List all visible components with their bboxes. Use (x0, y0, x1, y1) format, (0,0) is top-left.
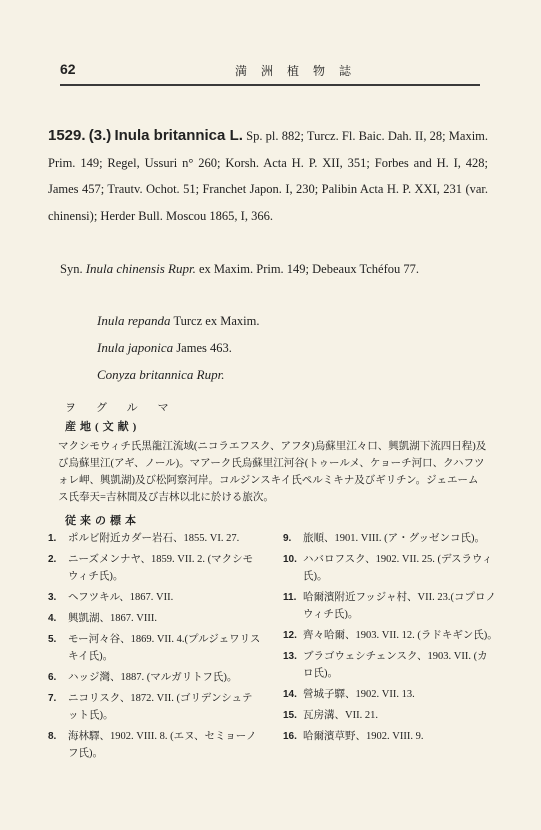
specimen-text: 營城子驛、1902. VII. 13. (303, 689, 415, 700)
specimen-number: 6. (48, 672, 57, 683)
specimen-text: モー河々谷、1869. VII. 4.(プルジェワリスキイ氏)。 (68, 634, 261, 662)
specimen-item (283, 530, 498, 547)
page-number: 62 (60, 61, 76, 77)
specimen-text: ハバロフスク、1902. VII. 25. (デスラウィ氏)。 (303, 554, 493, 582)
specimen-item (283, 686, 498, 703)
header-rule (60, 84, 480, 86)
specimen-number: 5. (48, 634, 57, 645)
specimen-item (283, 627, 498, 644)
specimen-item (283, 648, 498, 682)
specimen-number: 7. (48, 693, 57, 704)
synonym-name: Inula repanda (97, 313, 171, 328)
specimen-text: 旅順、1901. VIII. (ア・グッゼンコ氏)。 (303, 533, 486, 544)
species-citation: Sp. pl. 882; Turcz. Fl. Baic. Dah. II, 28; Maxim. Prim. 149; Regel, Ussuri n° 260; Korsh. Acta H. P. XII, 351; Forbes and H. I, 428; James 457; Trautv. Ochot. 51; Franchet Japon. I, 230; Palibin Acta H. P. XXI, 231 (var. chinensi); Herder Bull. Moscou 1865, I, 366. (48, 129, 489, 223)
specimen-number: 9. (283, 533, 292, 544)
synonym-ref: Turcz ex Maxim. (173, 314, 260, 328)
entry-number: 1529. (48, 127, 86, 144)
specimen-item (283, 589, 498, 623)
specimen-text: ブラゴウェシチェンスク、1903. VII. (カロ氏)。 (303, 651, 488, 679)
specimen-number: 3. (48, 592, 57, 603)
specimen-text: 哈爾濱附近フッジャ村、VII. 23.(コプロノウィチ氏)。 (303, 592, 497, 620)
specimen-text: ハッジ灣、1887. (マルガリトフ氏)。 (68, 672, 238, 683)
specimen-number: 10. (283, 554, 297, 565)
specimens-heading: 従来の標本 (65, 515, 140, 527)
page-header (0, 55, 541, 79)
japanese-name: ヲグルマ (65, 402, 189, 414)
specimen-text: ニーズメンナヤ、1859. VII. 2. (マクシモウィチ氏)。 (68, 554, 254, 582)
production-heading: 産地(文献) (65, 421, 141, 433)
synonym-name: Inula chinensis Rupr. (85, 261, 196, 276)
specimen-text: ポルビ附近カダー岩石、1855. VI. 27. (68, 533, 240, 544)
specimen-item (48, 530, 263, 547)
entry-subnumber: (3.) (88, 127, 112, 144)
specimen-text: ヘフツキル、1867. VII. (68, 592, 174, 603)
synonym-ref: ex Maxim. Prim. 149; Debeaux Tchéfou 77. (198, 262, 420, 276)
specimen-item (48, 551, 263, 585)
synonym-name: Conyza britannica Rupr. (97, 367, 225, 382)
specimen-item (283, 728, 498, 745)
specimen-number: 2. (48, 554, 57, 565)
specimen-item (48, 669, 263, 686)
specimen-item (48, 690, 263, 724)
synonym-line-2 (97, 313, 259, 329)
specimen-item (48, 610, 263, 627)
synonym-name: Inula japonica (97, 340, 174, 355)
specimen-item (48, 589, 263, 606)
specimen-number: 12. (283, 630, 297, 641)
specimen-item (48, 631, 263, 665)
running-title: 満洲植物誌 (234, 64, 365, 78)
species-name: Inula britannica L. (114, 127, 243, 144)
production-text: マクシモウィチ氏黒龍江流域(ニコラエフスク、アフタ)烏蘇里江々口、興凱湖下流四日程)及び烏蘇里江(アギ、ノール)。マアーク氏烏蘇里江河谷(トゥールメ、ケョーチ河口、クハフツォレ岬、興凱湖)及び松阿察河岸。コルジンスキイ氏ペルミキナ及びギリチン。ジェエームス氏奉天=吉林間及び吉林以北に於ける旅次。 (58, 441, 487, 503)
specimen-text: 興凱湖、1867. VIII. (68, 613, 157, 624)
specimen-number: 8. (48, 731, 57, 742)
specimen-number: 11. (283, 592, 297, 603)
specimen-text: 瓦房溝、VII. 21. (303, 710, 378, 721)
synonym-line-4 (97, 367, 224, 383)
species-entry (48, 123, 488, 229)
specimen-text: 哈爾濱草野、1902. VIII. 9. (303, 731, 424, 742)
specimen-number: 4. (48, 613, 57, 624)
synonym-line-3 (97, 340, 232, 356)
specimen-number: 15. (283, 710, 297, 721)
specimen-text: ニコリスク、1872. VII. (ゴリデンシュテット氏)。 (68, 693, 253, 721)
specimen-text: 齊々哈爾、1903. VII. 12. (ラドキギン氏)。 (303, 630, 498, 641)
specimen-number: 14. (283, 689, 297, 700)
specimen-number: 1. (48, 533, 57, 544)
synonym-label: Syn. (60, 262, 83, 276)
specimen-item (283, 551, 498, 585)
specimen-item (48, 728, 263, 762)
specimen-number: 16. (283, 731, 297, 742)
specimen-column-left (48, 530, 263, 766)
synonym-line-1 (60, 256, 490, 283)
specimen-number: 13. (283, 651, 297, 662)
specimen-item (283, 707, 498, 724)
specimen-text: 海林驛、1902. VIII. 8. (エヌ、セミョーノフ氏)。 (68, 731, 257, 759)
synonym-ref: James 463. (176, 341, 232, 355)
specimen-column-right (283, 530, 498, 749)
